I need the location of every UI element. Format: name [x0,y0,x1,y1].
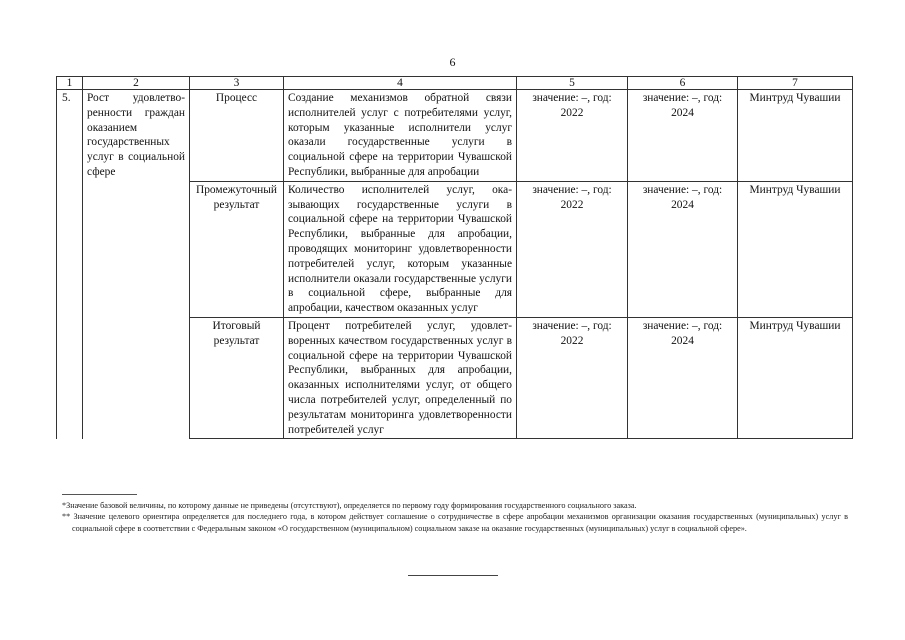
base-value: значение: –, год: 2022 [517,317,628,438]
column-header: 4 [284,77,517,90]
target-value: значение: –, год: 2024 [628,317,738,438]
base-value: значение: –, год: 2022 [517,90,628,182]
result-description: Процент потребителей услуг, удовлетворенных качеством государственных услуг в социальной сфере на территории Чувашской Республики, выбранных для апробации, оказанных исполнителями услуг, от общего числа потребителей услуг, определенный по результатам мониторинга удовлетворенности потребителей услуг [284,317,517,438]
footnote-target-value: ** Значение целевого ориентира определяется для последнего года, в котором действует соглашение о сотрудничестве в сфере апробации механизмов организации оказания государственных (муниципальных) услуг в социальной сфере в соответствии с Федеральным законом «О государственном (муниципальном) социальном заказе на оказание государственных (муниципальных) услуг в социальной сфере». [62,512,848,533]
column-header: 3 [190,77,284,90]
responsible-body: Минтруд Чувашии [738,317,853,438]
page-number: 6 [449,55,456,69]
responsible-body: Минтруд Чувашии [738,90,853,182]
indicator-name: Рост удовлетворенности граждан оказанием государственных услуг в социальной сфере [83,90,190,439]
column-header: 2 [83,77,190,90]
table-header-row [57,77,853,90]
table-row [57,90,853,182]
footnote-base-value: *Значение базовой величины, по которому данные не приведены (отсутствуют), определяется по первому году формирования государственного социального заказа. [62,501,637,510]
result-type: Итоговый результат [190,317,284,438]
base-value: значение: –, год: 2022 [517,181,628,317]
column-header: 6 [628,77,738,90]
footnotes [62,500,848,534]
column-header: 1 [57,77,83,90]
footnote-separator [62,494,137,495]
result-type: Промежуточный результат [190,181,284,317]
responsible-body: Минтруд Чувашии [738,181,853,317]
column-header: 7 [738,77,853,90]
column-header: 5 [517,77,628,90]
result-description: Создание механизмов обратной связи исполнителей услуг с потребителями услуг, которым указанные исполнители услуг оказали государственные услуги в социальной сфере на территории Чувашской Республики, выбранные для апробации [284,90,517,182]
result-type: Процесс [190,90,284,182]
indicators-table [56,76,853,439]
target-value: значение: –, год: 2024 [628,90,738,182]
end-of-document-rule [408,575,498,576]
target-value: значение: –, год: 2024 [628,181,738,317]
indicator-number: 5. [57,90,83,439]
result-description: Количество исполнителей услуг, оказывающих государственные услуги в социальной сфере на территории Чувашской Республики, выбранные для апробации, проводящих мониторинг удовлетворенности потребителей услуг, которым указанные исполнители оказали государственные услуги в социальной сфере, выбранные для апробации, качеством оказанных услуг [284,181,517,317]
